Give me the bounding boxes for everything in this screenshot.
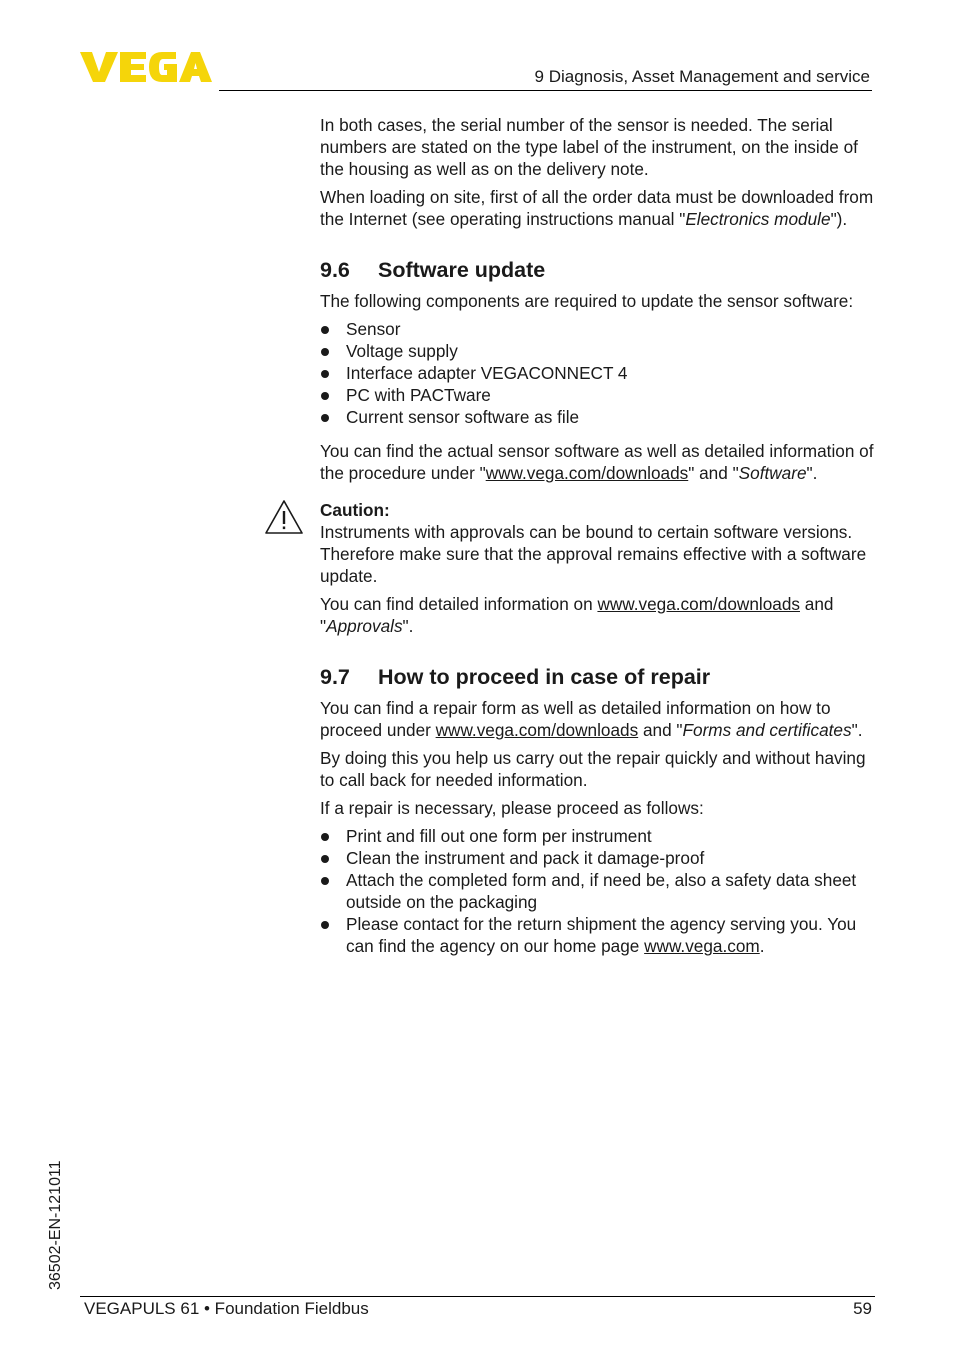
list-item: Current sensor software as file [320, 406, 880, 428]
footer-product: VEGAPULS 61 • Foundation Fieldbus [84, 1299, 369, 1318]
list-item: Voltage supply [320, 340, 880, 362]
repair-paragraph-3: If a repair is necessary, please proceed as follows: [320, 798, 704, 818]
approvals-paragraph: You can find detailed information on www.vega.com/downloads and "Approvals". [320, 594, 834, 636]
warning-triangle-icon [264, 499, 304, 535]
intro-paragraph-1: In both cases, the serial number of the sensor is needed. The serial numbers are stated on the type label of the instrument, on the inside of the housing as well as on the delivery note. [320, 115, 858, 179]
repair-paragraph-1: You can find a repair form as well as detailed information on how to proceed under www.vega.com/downloads and "Forms and certificates". [320, 698, 863, 740]
vega-logo [80, 50, 212, 84]
repair-paragraph-2: By doing this you help us carry out the repair quickly and without having to call back for needed information. [320, 748, 866, 790]
caution-block [320, 499, 880, 637]
emphasis: Electronics module [685, 209, 831, 229]
document-code: 36502-EN-121011 [47, 1160, 64, 1290]
homepage-link[interactable]: www.vega.com [644, 936, 760, 956]
main-content [320, 114, 880, 969]
header-rule [219, 90, 872, 91]
list-item: Clean the instrument and pack it damage-proof [320, 847, 880, 869]
downloads-link[interactable]: www.vega.com/downloads [597, 594, 800, 614]
list-item: PC with PACTware [320, 384, 880, 406]
section-heading-9-7: 9.7 How to proceed in case of repair [320, 665, 711, 689]
caution-title: Caution: [320, 500, 390, 520]
intro-paragraph-2: When loading on site, first of all the order data must be downloaded from the Internet (see operating instructions manual "Electronics module"). [320, 187, 874, 229]
downloads-link[interactable]: www.vega.com/downloads [435, 720, 639, 740]
component-list [320, 318, 880, 428]
footer-rule [80, 1296, 875, 1297]
running-header: 9 Diagnosis, Asset Management and service [534, 67, 870, 86]
software-location-paragraph: You can find the actual sensor software as well as detailed information of the procedure under "www.vega.com/downloads" and "Software". [320, 441, 874, 483]
software-intro: The following components are required to update the sensor software: [320, 291, 854, 311]
downloads-link[interactable]: www.vega.com/downloads [485, 463, 689, 483]
repair-steps-list [320, 825, 880, 957]
list-item: Sensor [320, 318, 880, 340]
list-item: Please contact for the return shipment the agency serving you. You can find the agency on our home page www.vega.com. [320, 913, 880, 957]
list-item: Print and fill out one form per instrument [320, 825, 880, 847]
section-heading-9-6: 9.6 Software update [320, 258, 546, 282]
list-item: Interface adapter VEGACONNECT 4 [320, 362, 880, 384]
caution-text: Instruments with approvals can be bound to certain software versions. Therefore make sure that the approval remains effective with a software update. [320, 522, 867, 586]
list-item: Attach the completed form and, if need be, also a safety data sheet outside on the packaging [320, 869, 880, 913]
page-number: 59 [853, 1299, 872, 1318]
